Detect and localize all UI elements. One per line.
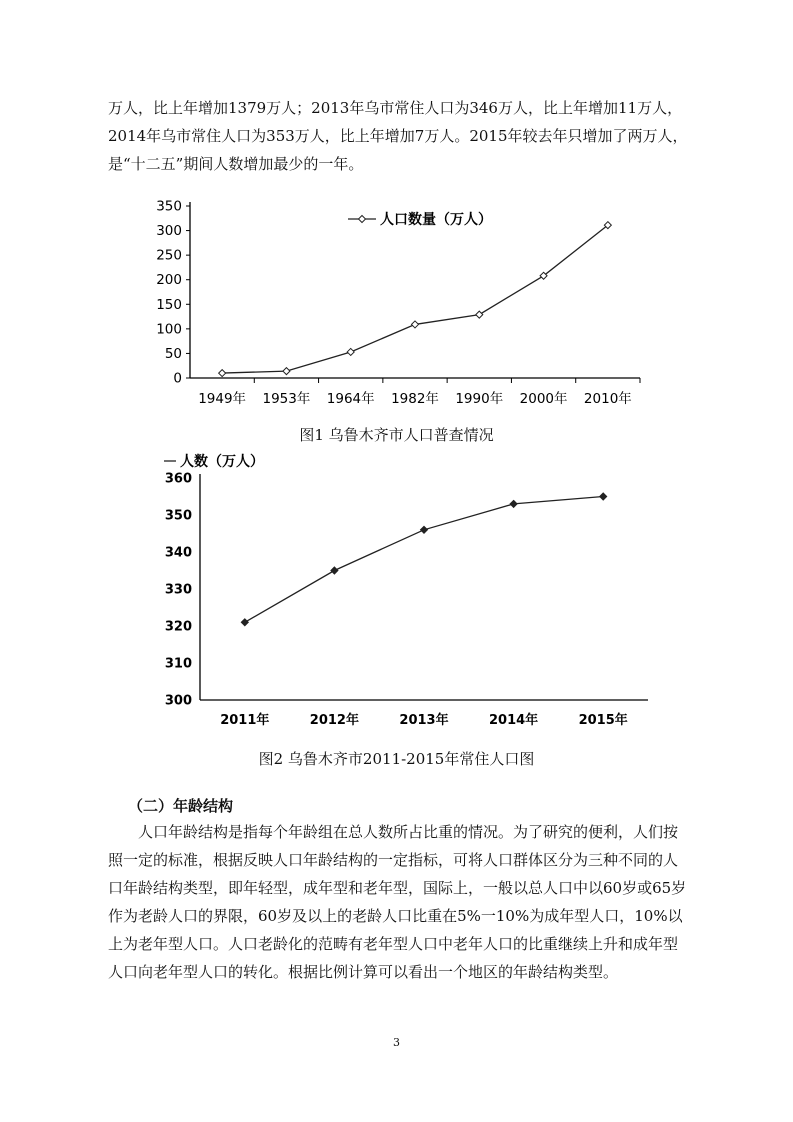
series-line bbox=[245, 497, 603, 623]
data-point bbox=[331, 567, 338, 574]
data-point bbox=[241, 619, 248, 626]
y-tick-label: 100 bbox=[156, 321, 182, 338]
y-tick-label: 300 bbox=[164, 693, 192, 709]
y-tick-label: 310 bbox=[164, 656, 192, 672]
data-point bbox=[600, 493, 607, 500]
age-structure-paragraph: 人口年龄结构是指每个年龄组在总人数所占比重的情况。为了研究的便利，人们按照一定的标准，根据反映人口年龄结构的一定指标，可将人口群体区分为三种不同的人口年龄结构类型，即年轻型，成年型和老年型，国际上，一般以总人口中以60岁或65岁作为老龄人口的界限，60岁及以上的老龄人口比重在5%一10%为成年型人口，10%以上为老年型人口。人口老龄化的范畴有老年型人口中老年人口的比重继续上升和成年型人口向老年型人口的转化。根据比例计算可以看出一个地区的年龄结构类型。 bbox=[108, 823, 687, 981]
intro-paragraph: 万人，比上年增加1379万人；2013年乌市常住人口为346万人，比上年增加11万人，2014年乌市常住人口为353万人，比上年增加7万人。2015年较去年只增加了两万人，是“十二五”期间人数增加最少的一年。 bbox=[108, 99, 688, 173]
x-tick-label: 2011年 bbox=[220, 713, 270, 728]
data-point bbox=[412, 321, 419, 328]
x-tick-label: 1949年 bbox=[198, 391, 247, 407]
y-tick-label: 330 bbox=[164, 582, 192, 598]
x-tick-label: 2015年 bbox=[578, 713, 628, 728]
y-tick-label: 340 bbox=[164, 545, 192, 561]
data-point bbox=[347, 348, 354, 355]
y-tick-label: 250 bbox=[156, 247, 182, 264]
x-tick-label: 2014年 bbox=[489, 713, 539, 728]
x-tick-label: 2012年 bbox=[309, 713, 359, 728]
y-tick-label: 300 bbox=[156, 223, 182, 240]
series-line bbox=[222, 225, 608, 373]
page-number: 3 bbox=[393, 1036, 400, 1049]
legend-label: 人口数量（万人） bbox=[380, 212, 492, 228]
legend-marker bbox=[359, 216, 366, 223]
y-tick-label: 0 bbox=[173, 370, 182, 387]
data-point bbox=[476, 311, 483, 318]
y-tick-label: 150 bbox=[156, 296, 182, 313]
x-tick-label: 2013年 bbox=[399, 713, 449, 728]
census-population-chart bbox=[148, 192, 648, 414]
data-point bbox=[421, 526, 428, 533]
figure-1-caption: 图1 乌鲁木齐市人口普查情况 bbox=[299, 426, 494, 444]
resident-population-chart bbox=[148, 452, 648, 737]
figure-2-caption: 图2 乌鲁木齐市2011-2015年常住人口图 bbox=[258, 750, 535, 768]
x-tick-label: 2000年 bbox=[519, 391, 568, 407]
y-tick-label: 50 bbox=[164, 345, 182, 362]
y-tick-label: 350 bbox=[156, 198, 182, 215]
x-tick-label: 2010年 bbox=[583, 391, 632, 407]
data-point bbox=[283, 368, 290, 375]
x-tick-label: 1982年 bbox=[391, 391, 439, 407]
x-tick-label: 1964年 bbox=[326, 391, 375, 407]
y-tick-label: 360 bbox=[164, 471, 192, 487]
y-tick-label: 200 bbox=[156, 272, 182, 289]
data-point bbox=[219, 370, 226, 377]
x-tick-label: 1953年 bbox=[262, 391, 311, 407]
legend-label: 人数（万人） bbox=[180, 454, 264, 470]
y-tick-label: 320 bbox=[164, 619, 192, 635]
section-heading: （二）年龄结构 bbox=[128, 797, 234, 815]
y-tick-label: 350 bbox=[164, 508, 192, 524]
data-point bbox=[510, 500, 517, 507]
x-tick-label: 1990年 bbox=[455, 391, 504, 407]
